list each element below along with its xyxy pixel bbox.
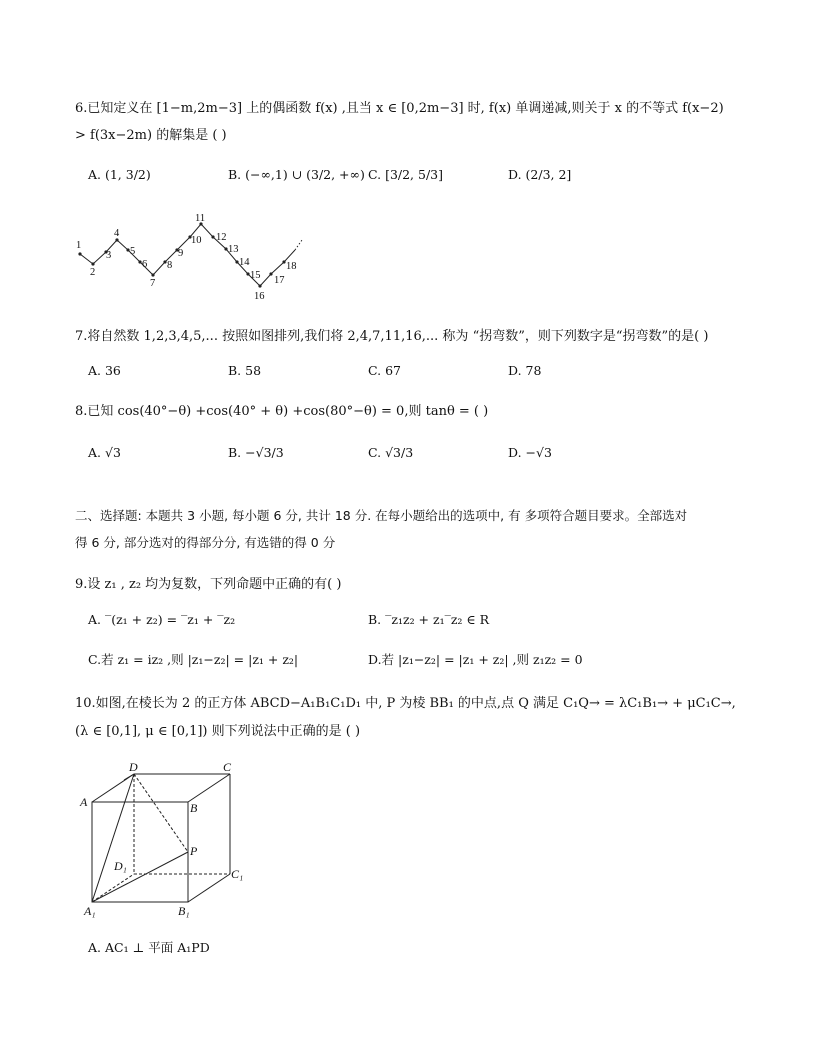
cube-label-p: P — [190, 844, 198, 858]
q7-text: 7.将自然数 1,2,3,4,5,... 按照如图排列,我们将 2,4,7,11,16,... 称为 “拐弯数”，则下列数字是“拐弯数”的是( ) — [75, 329, 709, 344]
zigzag-label-10: 10 — [191, 235, 202, 246]
zigzag-label-13: 13 — [228, 244, 239, 255]
section2-line1: 二、选择题: 本题共 3 小题, 每小题 6 分, 共计 18 分. 在每小题给出的选项中, 有 多项符合题目要求。全部选对 — [75, 508, 688, 523]
q10-line2: (λ ∈ [0,1], μ ∈ [0,1]) 则下列说法中正确的是 ( ) — [75, 724, 361, 739]
q9-text: 9.设 z₁ , z₂ 均为复数，下列命题中正确的有( ) — [75, 577, 342, 592]
q6-line2: > f(3x−2m) 的解集是 ( ) — [75, 128, 227, 143]
q8-text: 8.已知 cos(40°−θ) +cos(40° + θ) +cos(80°−θ) = 0,则 tanθ = ( ) — [75, 404, 489, 419]
zigzag-label-5: 5 — [130, 246, 136, 257]
cube-label-d1: D₁ — [114, 859, 127, 873]
cube-label-b1: B₁ — [178, 904, 190, 918]
cube-label-d: D — [129, 760, 138, 774]
q9-option-b: B. ‾z₁z₂ + z₁‾z₂ ∈ R — [368, 612, 490, 627]
q9-option-a: A. ‾(z₁ + z₂) = ‾z₁ + ‾z₂ — [88, 612, 236, 627]
q6-line1: 6.已知定义在 [1−m,2m−3] 上的偶函数 f(x) ,且当 x ∈ [0,2m−3] 时, f(x) 单调递减,则关于 x 的不等式 f(x−2) — [75, 101, 724, 116]
q8-option-d: D. −√3 — [508, 445, 552, 460]
zigzag-label-15: 15 — [250, 270, 261, 281]
zigzag-label-4: 4 — [114, 228, 120, 239]
zigzag-label-16: 16 — [254, 291, 265, 302]
cube-label-a: A — [80, 795, 88, 809]
q6-option-b: B. (−∞,1) ∪ (3/2, +∞) — [228, 167, 365, 182]
zigzag-label-14: 14 — [239, 257, 250, 268]
zigzag-label-1: 1 — [76, 240, 82, 251]
q7-option-d: D. 78 — [508, 363, 542, 378]
q9-option-d: D.若 |z₁−z₂| = |z₁ + z₂| ,则 z₁z₂ = 0 — [368, 652, 583, 667]
zigzag-label-2: 2 — [90, 267, 96, 278]
cube-label-c1: C₁ — [231, 867, 244, 881]
zigzag-figure — [70, 212, 310, 304]
zigzag-label-12: 12 — [216, 232, 227, 243]
q7-option-c: C. 67 — [368, 363, 401, 378]
zigzag-label-6: 6 — [142, 259, 148, 270]
q6-option-d: D. (2/3, 2] — [508, 167, 572, 182]
q7-option-a: A. 36 — [88, 363, 121, 378]
section2-line2: 得 6 分, 部分选对的得部分分, 有选错的得 0 分 — [75, 535, 336, 550]
q10-option-a: A. AC₁ ⊥ 平面 A₁PD — [88, 940, 210, 955]
cube-label-c: C — [223, 760, 232, 774]
zigzag-label-18: 18 — [286, 261, 297, 272]
q7-option-b: B. 58 — [228, 363, 262, 378]
zigzag-label-7: 7 — [150, 278, 156, 289]
q8-option-a: A. √3 — [88, 445, 121, 460]
q10-line1: 10.如图,在棱长为 2 的正方体 ABCD−A₁B₁C₁D₁ 中, P 为棱 BB₁ 的中点,点 Q 满足 C₁Q→ = λC₁B₁→ + μC₁C→, — [75, 696, 736, 711]
q6-option-a: A. (1, 3/2) — [88, 167, 151, 182]
zigzag-label-3: 3 — [106, 250, 112, 261]
q9-option-c: C.若 z₁ = iz₂ ,则 |z₁−z₂| = |z₁ + z₂| — [88, 652, 299, 667]
zigzag-label-17: 17 — [274, 275, 285, 286]
q8-option-b: B. −√3/3 — [228, 445, 284, 460]
q8-option-c: C. √3/3 — [368, 445, 414, 460]
zigzag-label-11: 11 — [195, 213, 206, 224]
cube-figure — [78, 760, 253, 920]
zigzag-label-9: 9 — [178, 248, 184, 259]
zigzag-label-8: 8 — [167, 260, 173, 271]
cube-label-b: B — [190, 801, 198, 815]
q6-option-c: C. [3/2, 5/3] — [368, 167, 443, 182]
cube-label-a1: A₁ — [84, 904, 96, 918]
